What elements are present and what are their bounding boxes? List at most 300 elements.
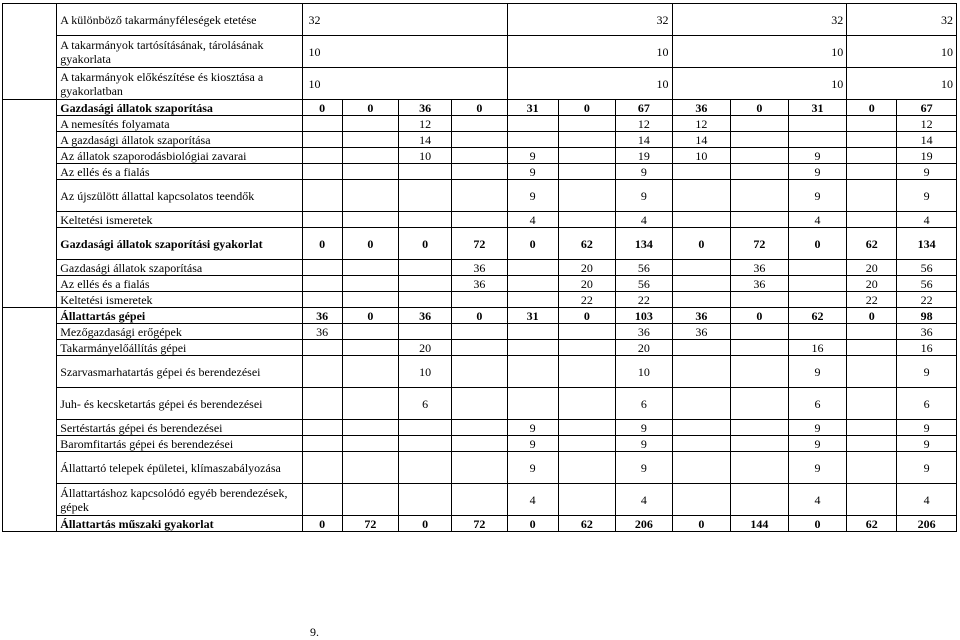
- row-value: 9: [897, 356, 957, 388]
- row-value: 0: [302, 516, 342, 532]
- table-row: [3, 36, 957, 68]
- row-value: [731, 164, 789, 180]
- row-value: 32: [507, 4, 672, 36]
- row-name: A különböző takarmányféleségek etetése: [57, 4, 302, 36]
- row-value: 19: [897, 148, 957, 164]
- row-value: [672, 180, 731, 212]
- row-value: [558, 116, 616, 132]
- row-value: [399, 292, 452, 308]
- row-value: 56: [616, 260, 672, 276]
- table-row: [3, 388, 957, 420]
- row-value: 4: [897, 212, 957, 228]
- row-value: 32: [672, 4, 847, 36]
- row-value: 9: [788, 452, 847, 484]
- row-value: 10: [507, 68, 672, 100]
- table-row: [3, 356, 957, 388]
- row-value: 10: [616, 356, 672, 388]
- row-value: [452, 484, 507, 516]
- row-value: 12: [616, 116, 672, 132]
- row-value: 10: [847, 36, 957, 68]
- row-value: 20: [399, 340, 452, 356]
- row-value: [847, 324, 897, 340]
- row-value: [731, 116, 789, 132]
- row-value: [452, 292, 507, 308]
- row-value: [558, 484, 616, 516]
- row-value: [731, 356, 789, 388]
- row-value: [672, 388, 731, 420]
- row-value: 206: [897, 516, 957, 532]
- row-value: 36: [616, 324, 672, 340]
- row-value: [342, 420, 398, 436]
- row-name: A nemesítés folyamata: [57, 116, 302, 132]
- row-name: Állattartó telepek épületei, klímaszabályozása: [57, 452, 302, 484]
- row-value: 22: [847, 292, 897, 308]
- row-value: 36: [399, 308, 452, 324]
- row-value: [731, 132, 789, 148]
- row-value: 36: [672, 100, 731, 116]
- row-value: 0: [399, 516, 452, 532]
- row-value: 9: [897, 452, 957, 484]
- row-name: Gazdasági állatok szaporítási gyakorlat: [57, 228, 302, 260]
- row-value: 9: [897, 180, 957, 212]
- table-body: [3, 4, 957, 532]
- row-value: [507, 132, 558, 148]
- curriculum-table: [2, 3, 957, 532]
- row-value: [302, 180, 342, 212]
- row-value: 62: [847, 516, 897, 532]
- row-value: 14: [672, 132, 731, 148]
- row-value: 19: [616, 148, 672, 164]
- row-value: 22: [897, 292, 957, 308]
- row-value: 4: [507, 484, 558, 516]
- row-value: [399, 436, 452, 452]
- row-value: [558, 164, 616, 180]
- row-name: Az állatok szaporodásbiológiai zavarai: [57, 148, 302, 164]
- row-value: [558, 356, 616, 388]
- row-name: Állattartáshoz kapcsolódó egyéb berendezések, gépek: [57, 484, 302, 516]
- row-value: [452, 116, 507, 132]
- row-value: 36: [399, 100, 452, 116]
- row-value: 12: [897, 116, 957, 132]
- row-value: [342, 260, 398, 276]
- row-value: 32: [847, 4, 957, 36]
- row-value: 20: [616, 340, 672, 356]
- row-value: [558, 132, 616, 148]
- row-value: 62: [788, 308, 847, 324]
- row-value: 16: [897, 340, 957, 356]
- row-value: [342, 340, 398, 356]
- row-value: 9: [616, 164, 672, 180]
- row-value: [302, 148, 342, 164]
- row-value: 4: [616, 484, 672, 516]
- row-value: [731, 420, 789, 436]
- row-value: [302, 484, 342, 516]
- row-value: 9: [897, 164, 957, 180]
- row-value: 10: [399, 148, 452, 164]
- row-value: 36: [452, 276, 507, 292]
- row-value: 0: [847, 308, 897, 324]
- row-value: 14: [399, 132, 452, 148]
- table-row: [3, 452, 957, 484]
- row-value: [507, 356, 558, 388]
- row-value: 9: [788, 420, 847, 436]
- row-value: 10: [672, 68, 847, 100]
- row-value: [788, 260, 847, 276]
- row-value: [672, 356, 731, 388]
- row-value: [342, 164, 398, 180]
- row-value: [788, 276, 847, 292]
- row-value: 9: [897, 420, 957, 436]
- row-value: [452, 148, 507, 164]
- row-value: 9: [507, 148, 558, 164]
- row-name: Baromfitartás gépei és berendezései: [57, 436, 302, 452]
- row-name: Juh- és kecsketartás gépei és berendezései: [57, 388, 302, 420]
- row-value: 9: [788, 436, 847, 452]
- row-value: 56: [616, 276, 672, 292]
- row-value: [302, 276, 342, 292]
- row-value: [452, 388, 507, 420]
- row-name: A takarmányok tartósításának, tárolásának gyakorlata: [57, 36, 302, 68]
- row-value: 31: [507, 308, 558, 324]
- table-row: [3, 260, 957, 276]
- row-value: [399, 260, 452, 276]
- row-value: [558, 420, 616, 436]
- row-value: [302, 292, 342, 308]
- row-value: [672, 260, 731, 276]
- row-value: [672, 452, 731, 484]
- row-value: [507, 324, 558, 340]
- row-value: 0: [302, 100, 342, 116]
- row-value: 36: [302, 308, 342, 324]
- row-value: 6: [399, 388, 452, 420]
- row-value: 9: [507, 180, 558, 212]
- row-value: 36: [731, 260, 789, 276]
- row-value: [558, 388, 616, 420]
- row-value: [558, 340, 616, 356]
- row-name: Keltetési ismeretek: [57, 292, 302, 308]
- row-value: 67: [897, 100, 957, 116]
- row-value: [302, 260, 342, 276]
- row-value: [558, 148, 616, 164]
- side-blank: [3, 4, 57, 100]
- row-value: [672, 436, 731, 452]
- row-value: 0: [672, 228, 731, 260]
- row-value: [399, 276, 452, 292]
- row-value: 0: [847, 100, 897, 116]
- row-value: [302, 212, 342, 228]
- row-value: [452, 436, 507, 452]
- row-value: [452, 452, 507, 484]
- table-row: [3, 212, 957, 228]
- row-value: 134: [616, 228, 672, 260]
- row-value: [342, 356, 398, 388]
- row-value: 0: [399, 228, 452, 260]
- row-value: 56: [897, 260, 957, 276]
- row-value: 4: [616, 212, 672, 228]
- row-value: 4: [897, 484, 957, 516]
- row-value: [399, 180, 452, 212]
- row-value: 134: [897, 228, 957, 260]
- row-value: [452, 420, 507, 436]
- row-value: [847, 484, 897, 516]
- row-value: 72: [452, 228, 507, 260]
- row-value: 9: [788, 164, 847, 180]
- row-value: 10: [672, 36, 847, 68]
- row-value: 14: [616, 132, 672, 148]
- row-value: [672, 276, 731, 292]
- row-value: 67: [616, 100, 672, 116]
- row-value: [847, 180, 897, 212]
- row-value: 0: [342, 100, 398, 116]
- row-value: 6: [788, 388, 847, 420]
- module-label-upper: [3, 100, 57, 308]
- row-value: 72: [731, 228, 789, 260]
- row-value: [788, 116, 847, 132]
- row-value: [672, 164, 731, 180]
- row-value: 31: [788, 100, 847, 116]
- row-value: 20: [847, 260, 897, 276]
- row-value: 206: [616, 516, 672, 532]
- row-name: Gazdasági állatok szaporítása: [57, 260, 302, 276]
- row-value: [342, 436, 398, 452]
- row-value: [302, 164, 342, 180]
- row-name: Szarvasmarhatartás gépei és berendezései: [57, 356, 302, 388]
- row-value: [558, 324, 616, 340]
- row-value: 0: [558, 100, 616, 116]
- row-value: [672, 484, 731, 516]
- row-name: Az ellés és a fialás: [57, 276, 302, 292]
- row-value: [788, 132, 847, 148]
- row-value: [731, 292, 789, 308]
- row-value: 6: [897, 388, 957, 420]
- table-row: [3, 516, 957, 532]
- row-value: [342, 292, 398, 308]
- row-value: [847, 212, 897, 228]
- row-value: 10: [672, 148, 731, 164]
- row-value: 36: [897, 324, 957, 340]
- row-value: [399, 164, 452, 180]
- row-value: 4: [788, 212, 847, 228]
- row-name: Az ellés és a fialás: [57, 164, 302, 180]
- row-value: 103: [616, 308, 672, 324]
- row-value: [399, 324, 452, 340]
- row-value: [847, 132, 897, 148]
- row-value: 72: [452, 516, 507, 532]
- row-value: [302, 388, 342, 420]
- row-value: [847, 164, 897, 180]
- row-value: 10: [302, 36, 507, 68]
- row-value: [507, 292, 558, 308]
- row-value: [731, 340, 789, 356]
- row-value: [731, 452, 789, 484]
- row-value: [672, 340, 731, 356]
- row-value: [342, 180, 398, 212]
- row-value: 0: [788, 228, 847, 260]
- row-value: [672, 212, 731, 228]
- module-label-lower: [3, 308, 57, 532]
- row-value: [847, 356, 897, 388]
- row-value: 0: [731, 100, 789, 116]
- row-value: [342, 484, 398, 516]
- table-row: [3, 148, 957, 164]
- row-name: Gazdasági állatok szaporítása: [57, 100, 302, 116]
- row-value: [847, 116, 897, 132]
- row-value: [847, 388, 897, 420]
- row-name: A gazdasági állatok szaporítása: [57, 132, 302, 148]
- row-value: 14: [897, 132, 957, 148]
- row-value: 10: [302, 68, 507, 100]
- row-value: [558, 212, 616, 228]
- row-value: [847, 420, 897, 436]
- row-value: 36: [672, 308, 731, 324]
- row-value: [731, 180, 789, 212]
- row-value: 20: [558, 260, 616, 276]
- row-value: [507, 388, 558, 420]
- row-value: [399, 420, 452, 436]
- row-value: [507, 340, 558, 356]
- row-value: [342, 388, 398, 420]
- row-value: [302, 116, 342, 132]
- table-row: [3, 308, 957, 324]
- row-value: [399, 212, 452, 228]
- row-value: 0: [452, 308, 507, 324]
- table-row: [3, 324, 957, 340]
- row-value: [672, 292, 731, 308]
- row-name: Állattartás műszaki gyakorlat: [57, 516, 302, 532]
- row-value: [302, 132, 342, 148]
- row-value: [731, 388, 789, 420]
- row-value: 16: [788, 340, 847, 356]
- row-value: [672, 420, 731, 436]
- row-value: [399, 452, 452, 484]
- table-row: [3, 164, 957, 180]
- table-row: [3, 436, 957, 452]
- row-name: A takarmányok előkészítése és kiosztása a gyakorlatban: [57, 68, 302, 100]
- row-value: [731, 436, 789, 452]
- row-value: [302, 436, 342, 452]
- row-value: 36: [302, 324, 342, 340]
- row-value: 22: [558, 292, 616, 308]
- row-value: [302, 340, 342, 356]
- row-name: Keltetési ismeretek: [57, 212, 302, 228]
- row-value: 31: [507, 100, 558, 116]
- row-value: [788, 292, 847, 308]
- row-value: 9: [616, 452, 672, 484]
- row-name: Állattartás gépei: [57, 308, 302, 324]
- row-value: [507, 116, 558, 132]
- row-value: 9: [616, 436, 672, 452]
- row-value: 12: [399, 116, 452, 132]
- row-value: 6: [616, 388, 672, 420]
- row-value: [342, 148, 398, 164]
- row-value: [847, 148, 897, 164]
- table-row: [3, 420, 957, 436]
- row-value: 4: [507, 212, 558, 228]
- row-value: 0: [507, 228, 558, 260]
- table-row: [3, 100, 957, 116]
- row-value: 62: [847, 228, 897, 260]
- row-value: 0: [342, 228, 398, 260]
- row-value: 98: [897, 308, 957, 324]
- row-value: 9: [616, 420, 672, 436]
- row-value: 0: [672, 516, 731, 532]
- row-value: [342, 212, 398, 228]
- table-row: [3, 228, 957, 260]
- row-value: 72: [342, 516, 398, 532]
- row-value: [452, 164, 507, 180]
- table-row: [3, 180, 957, 212]
- row-value: [847, 452, 897, 484]
- row-value: 9: [507, 436, 558, 452]
- row-value: [558, 436, 616, 452]
- row-value: 9: [788, 356, 847, 388]
- row-value: 0: [507, 516, 558, 532]
- row-value: 0: [342, 308, 398, 324]
- row-value: [342, 452, 398, 484]
- row-value: 20: [558, 276, 616, 292]
- row-value: 36: [731, 276, 789, 292]
- row-value: [342, 116, 398, 132]
- row-value: [558, 452, 616, 484]
- row-value: [452, 180, 507, 212]
- row-value: [342, 276, 398, 292]
- row-value: 22: [616, 292, 672, 308]
- table-row: [3, 484, 957, 516]
- row-value: 9: [507, 420, 558, 436]
- row-value: [452, 132, 507, 148]
- row-value: [342, 324, 398, 340]
- row-name: Takarmányelőállítás gépei: [57, 340, 302, 356]
- row-value: [847, 340, 897, 356]
- row-value: [452, 356, 507, 388]
- row-value: [452, 340, 507, 356]
- table-row: [3, 68, 957, 100]
- row-value: [452, 324, 507, 340]
- row-value: 62: [558, 228, 616, 260]
- row-value: 9: [507, 452, 558, 484]
- row-name: Mezőgazdasági erőgépek: [57, 324, 302, 340]
- row-value: 4: [788, 484, 847, 516]
- row-value: [731, 148, 789, 164]
- row-value: 32: [302, 4, 507, 36]
- row-value: 9: [788, 180, 847, 212]
- row-value: [731, 484, 789, 516]
- row-value: [558, 180, 616, 212]
- row-value: 0: [452, 100, 507, 116]
- row-value: 12: [672, 116, 731, 132]
- row-value: 0: [302, 228, 342, 260]
- row-value: 0: [788, 516, 847, 532]
- table-row: [3, 4, 957, 36]
- row-value: [731, 324, 789, 340]
- row-value: [302, 452, 342, 484]
- table-row: [3, 340, 957, 356]
- row-value: 10: [847, 68, 957, 100]
- row-value: [342, 132, 398, 148]
- row-value: 10: [507, 36, 672, 68]
- row-value: 0: [558, 308, 616, 324]
- row-value: 9: [507, 164, 558, 180]
- row-value: [302, 356, 342, 388]
- row-value: [302, 420, 342, 436]
- row-value: 10: [399, 356, 452, 388]
- page-number: 9.: [310, 625, 319, 639]
- row-value: [399, 484, 452, 516]
- table-row: [3, 276, 957, 292]
- row-value: [507, 260, 558, 276]
- row-name: Az újszülött állattal kapcsolatos teendők: [57, 180, 302, 212]
- row-name: Sertéstartás gépei és berendezései: [57, 420, 302, 436]
